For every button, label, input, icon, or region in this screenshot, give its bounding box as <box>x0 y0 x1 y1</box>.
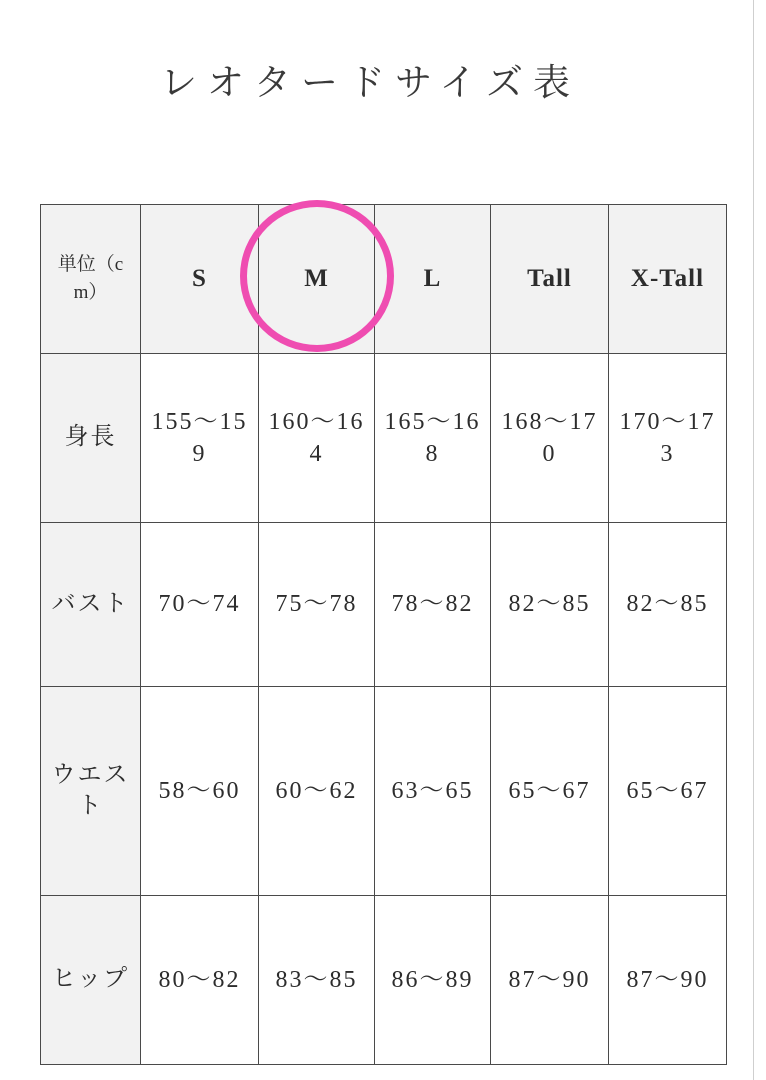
table-header <box>41 205 727 354</box>
cell-hip-xtall: 87〜90 <box>609 896 727 1065</box>
cell-waist-l: 63〜65 <box>375 687 491 896</box>
row-header-waist: ウエスト <box>41 687 141 896</box>
size-table <box>40 204 727 1065</box>
cell-height-l: 165〜168 <box>375 354 491 523</box>
row-header-bust: バスト <box>41 523 141 687</box>
cell-bust-m: 75〜78 <box>259 523 375 687</box>
cell-hip-l: 86〜89 <box>375 896 491 1065</box>
cell-waist-xtall: 65〜67 <box>609 687 727 896</box>
cell-height-m: 160〜164 <box>259 354 375 523</box>
page-title: レオタードサイズ表 <box>159 63 581 104</box>
column-header-s: S <box>141 205 259 354</box>
cell-height-xtall: 170〜173 <box>609 354 727 523</box>
cell-hip-m: 83〜85 <box>259 896 375 1065</box>
cell-hip-tall: 87〜90 <box>491 896 609 1065</box>
cell-height-s: 155〜159 <box>141 354 259 523</box>
table-row <box>41 896 727 1065</box>
table-row <box>41 523 727 687</box>
cell-hip-s: 80〜82 <box>141 896 259 1065</box>
unit-header-cell: 単位（cm） <box>41 205 141 354</box>
size-table-container <box>40 204 726 1065</box>
table-body <box>41 354 727 1065</box>
row-header-height: 身長 <box>41 354 141 523</box>
table-row <box>41 354 727 523</box>
cell-bust-s: 70〜74 <box>141 523 259 687</box>
cell-waist-s: 58〜60 <box>141 687 259 896</box>
row-header-hip: ヒップ <box>41 896 141 1065</box>
table-header-row <box>41 205 727 354</box>
cell-bust-xtall: 82〜85 <box>609 523 727 687</box>
cell-bust-tall: 82〜85 <box>491 523 609 687</box>
page-edge-rule <box>753 0 754 1080</box>
cell-waist-tall: 65〜67 <box>491 687 609 896</box>
column-header-tall: Tall <box>491 205 609 354</box>
column-header-xtall: X-Tall <box>609 205 727 354</box>
cell-bust-l: 78〜82 <box>375 523 491 687</box>
cell-height-tall: 168〜170 <box>491 354 609 523</box>
table-row <box>41 687 727 896</box>
cell-waist-m: 60〜62 <box>259 687 375 896</box>
column-header-l: L <box>375 205 491 354</box>
column-header-m: M <box>259 205 375 354</box>
